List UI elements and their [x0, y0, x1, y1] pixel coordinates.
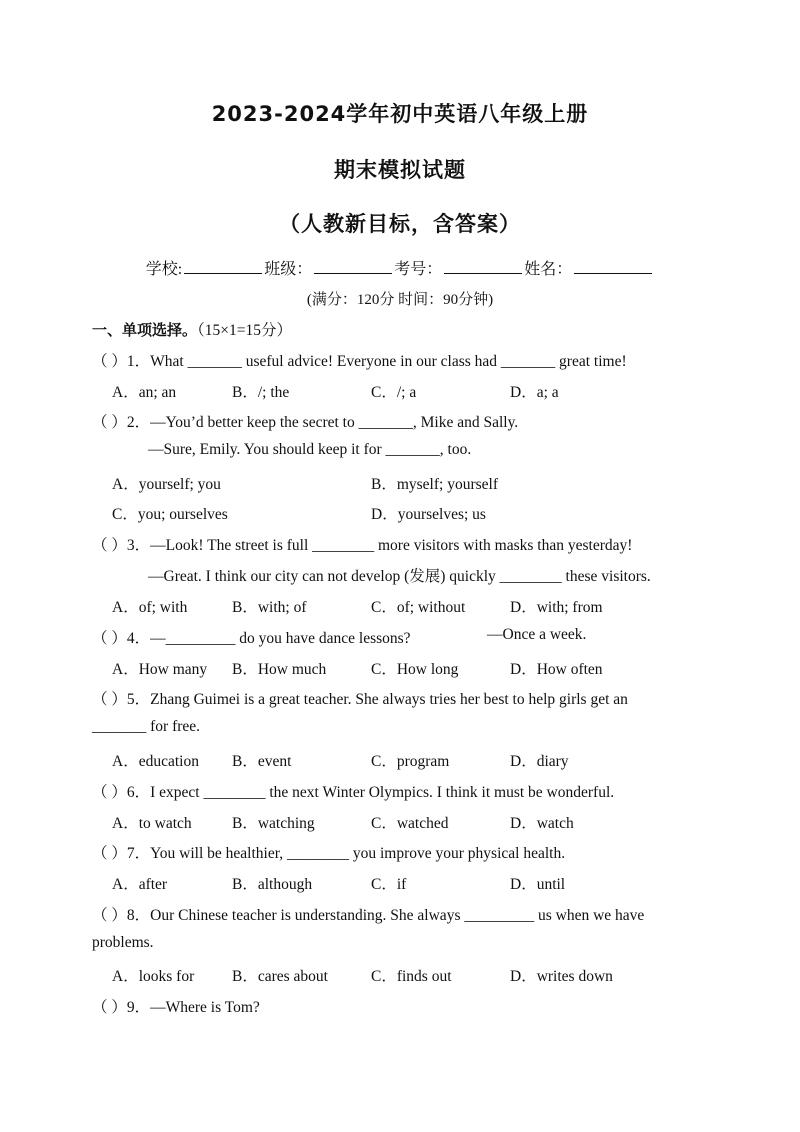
question-6-option-a: A．to watch	[112, 815, 192, 832]
question-2-stem: （ ）2．—You’d better keep the secret to _______, Mike and Sally.	[92, 414, 519, 431]
question-7-stem: （ ）7．You will be healthier, ________ you improve your physical health.	[92, 845, 566, 862]
question-8-option-d: D．writes down	[510, 968, 613, 985]
school-blank	[184, 259, 262, 274]
school-label: 学校:	[145, 261, 183, 278]
question-7-option-a: A．after	[112, 876, 168, 893]
question-8-option-c: C．finds out	[371, 968, 452, 985]
question-6-option-d: D．watch	[510, 815, 574, 832]
question-5-option-d: D．diary	[510, 753, 569, 770]
question-4-answer: —Once a week.	[487, 626, 587, 643]
question-2-stem-reply: —Sure, Emily. You should keep it for _______, too.	[148, 441, 472, 458]
question-2-option-a: A．yourself; you	[112, 476, 221, 493]
question-1-option-b: B．/; the	[232, 384, 290, 401]
question-6-option-c: C．watched	[371, 815, 449, 832]
question-1-stem: （ ）1．What _______ useful advice! Everyone in our class had _______ great time!	[92, 353, 627, 370]
score-time-line: (满分：120分 时间：90分钟)	[306, 292, 494, 308]
question-2-option-d: D．yourselves; us	[371, 506, 486, 523]
question-5-option-a: A．education	[112, 753, 199, 770]
class-label: 班级：	[264, 261, 313, 278]
question-1-option-d: D．a; a	[510, 384, 559, 401]
exam-title: 2023-2024学年初中英语八年级上册	[211, 102, 589, 126]
question-3-option-d: D．with; from	[510, 599, 603, 616]
question-4-option-c: C．How long	[371, 661, 459, 678]
section-points: （15×1=15分）	[197, 322, 292, 339]
section-heading	[92, 318, 292, 340]
exam-edition: （人教新目标，含答案）	[279, 212, 521, 236]
question-4-stem: （ ）4．—_________ do you have dance lessons?	[92, 630, 411, 647]
question-6-option-b: B．watching	[232, 815, 315, 832]
question-3-option-a: A．of; with	[112, 599, 188, 616]
question-9-stem: （ ）9．—Where is Tom?	[92, 999, 260, 1016]
name-blank	[574, 259, 652, 274]
question-3-stem: （ ）3．—Look! The street is full ________ more visitors with masks than yesterday!	[92, 537, 633, 554]
question-2-option-c: C．you; ourselves	[112, 506, 228, 523]
exam-subtitle: 期末模拟试题	[334, 158, 466, 182]
question-7-option-b: B．although	[232, 876, 313, 893]
question-3-stem-reply: —Great. I think our city can not develop (发展) quickly ________ these visitors.	[148, 568, 651, 585]
question-5-option-c: C．program	[371, 753, 450, 770]
question-3-option-c: C．of; without	[371, 599, 466, 616]
question-5-stem: （ ）5．Zhang Guimei is a great teacher. She always tries her best to help girls get an	[92, 691, 628, 708]
question-8-stem: （ ）8．Our Chinese teacher is understanding. She always _________ us when we have	[92, 907, 645, 924]
name-label: 姓名：	[524, 261, 573, 278]
question-8-stem-cont: problems.	[92, 934, 154, 951]
question-5-stem-cont: _______ for free.	[92, 718, 201, 735]
section-title: 一、单项选择。	[92, 321, 198, 339]
number-blank	[444, 259, 522, 274]
question-7-option-d: D．until	[510, 876, 566, 893]
question-4-option-d: D．How often	[510, 661, 603, 678]
question-7-option-c: C．if	[371, 876, 407, 893]
number-label: 考号：	[394, 261, 443, 278]
student-info-line	[0, 256, 800, 279]
question-8-option-b: B．cares about	[232, 968, 328, 985]
question-6-stem: （ ）6．I expect ________ the next Winter Olympics. I think it must be wonderful.	[92, 784, 615, 801]
question-5-option-b: B．event	[232, 753, 292, 770]
question-4-option-b: B．How much	[232, 661, 327, 678]
question-2-option-b: B．myself; yourself	[371, 476, 498, 493]
question-1-option-c: C．/; a	[371, 384, 417, 401]
question-4-option-a: A．How many	[112, 661, 208, 678]
question-1-option-a: A．an; an	[112, 384, 177, 401]
question-3-option-b: B．with; of	[232, 599, 307, 616]
class-blank	[314, 259, 392, 274]
question-8-option-a: A．looks for	[112, 968, 195, 985]
